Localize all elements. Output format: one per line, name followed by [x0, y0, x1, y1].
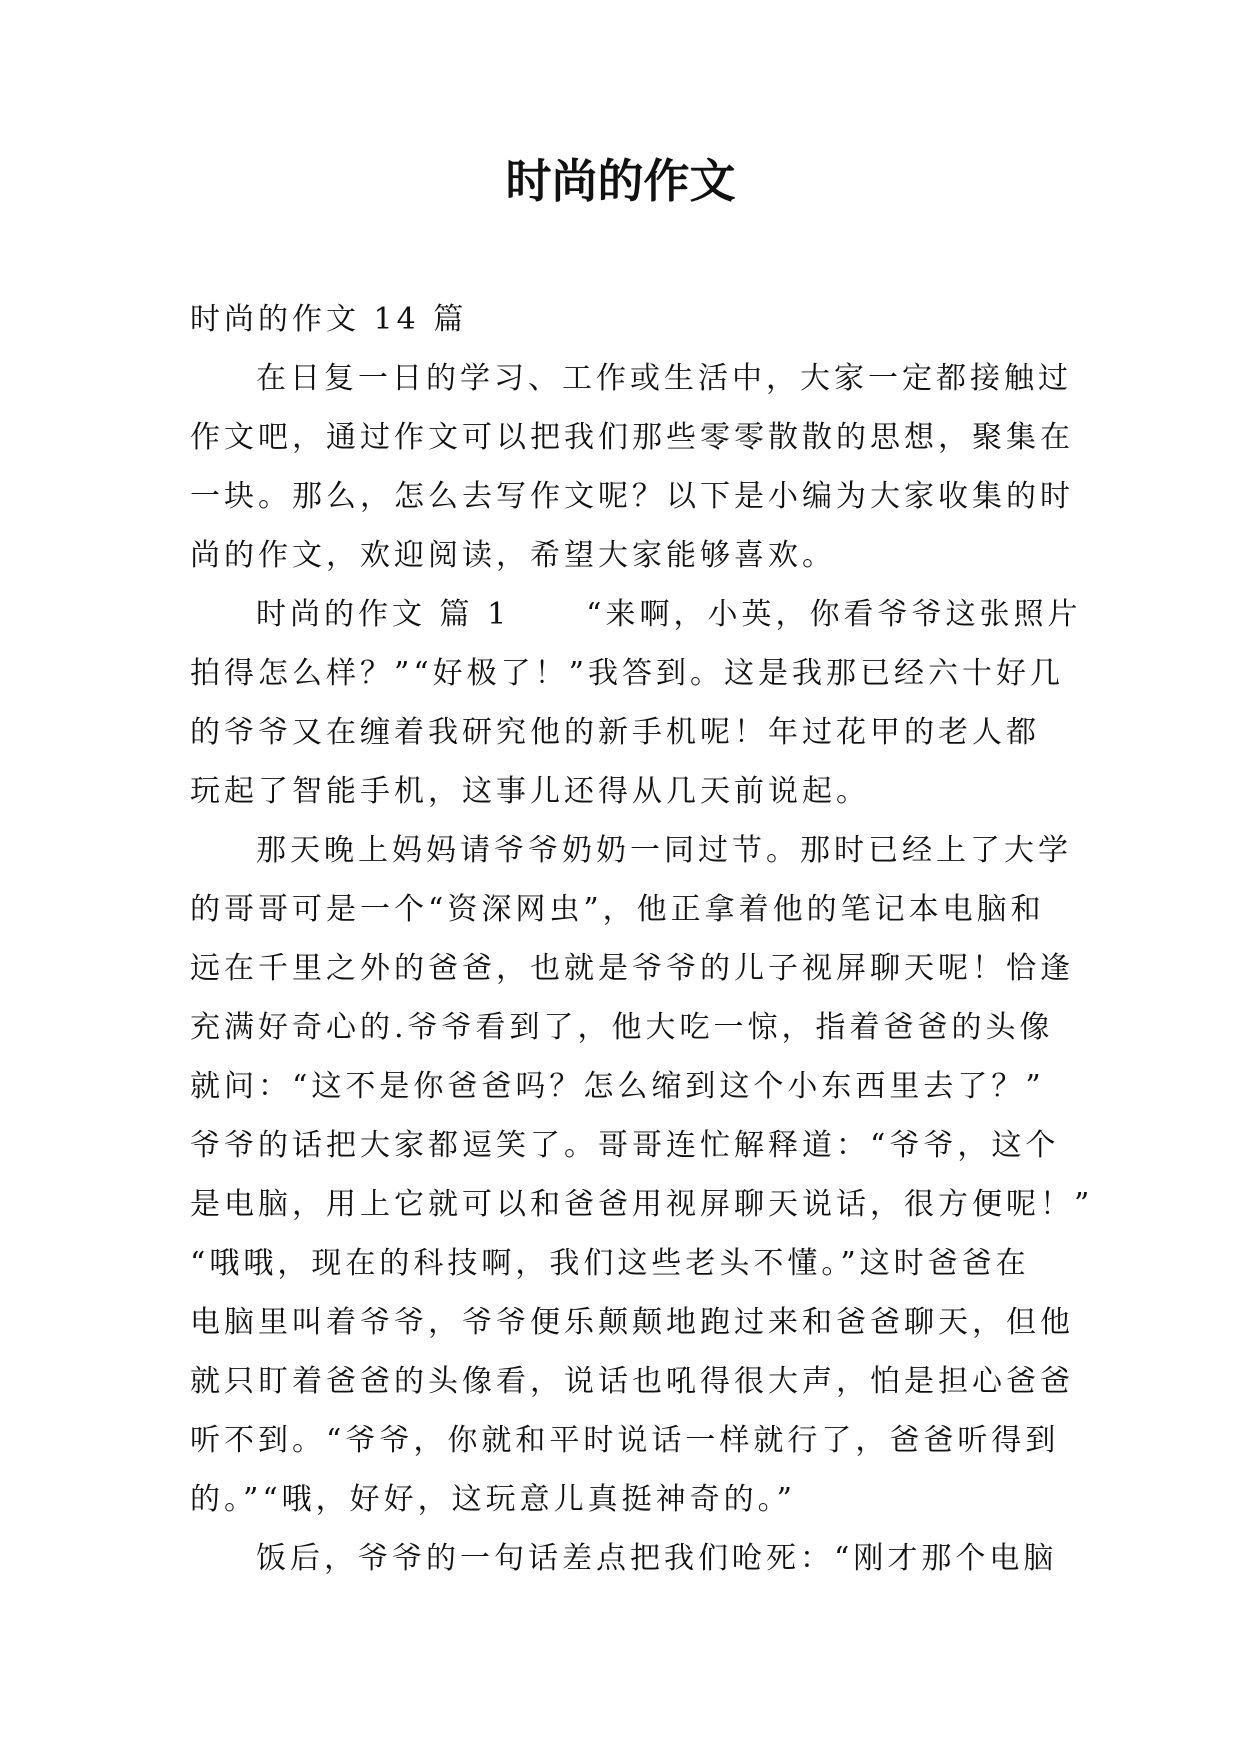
text-line: 玩起了智能手机，这事儿还得从几天前说起。 [190, 774, 870, 809]
text-line: 那天晚上妈妈请爷爷奶奶一同过节。那时已经上了大学 [256, 833, 1072, 868]
text-line: 就问：“这不是你爸爸吗？怎么缩到这个小东西里去了？” [190, 1069, 1045, 1104]
text-line: 远在千里之外的爸爸，也就是爷爷的儿子视屏聊天呢！恰逢 [190, 951, 1074, 986]
text-line: 就只盯着爸爸的头像看，说话也吼得很大声，怕是担心爸爸 [190, 1364, 1074, 1399]
text-line: 的哥哥可是一个“资深网虫”，他正拿着他的笔记本电脑和 [190, 892, 1045, 927]
text-line: 的。”“哦，好好，这玩意儿真挺神奇的。” [190, 1482, 797, 1517]
text-line: 是电脑，用上它就可以和爸爸用视屏聊天说话，很方便呢！” [190, 1187, 1094, 1222]
text-line-start: “来啊，小英，你看爷爷这张照片 [586, 597, 1082, 632]
text-line: 作文吧，通过作文可以把我们那些零零散散的思想，聚集在 [190, 420, 1074, 455]
text-line: “哦哦，现在的科技啊，我们这些老头不懂。”这时爸爸在 [190, 1246, 1030, 1281]
text-line: 听不到。“爷爷，你就和平时说话一样就行了，爸爸听得到 [190, 1423, 1060, 1458]
text-line: 在日复一日的学习、工作或生活中，大家一定都接触过 [256, 361, 1072, 396]
text-line: 充满好奇心的.爷爷看到了，他大吃一惊，指着爸爸的头像 [190, 1010, 1054, 1045]
text-line: 一块。那么，怎么去写作文呢？以下是小编为大家收集的时 [190, 479, 1074, 514]
document-body [190, 290, 1094, 1588]
text-line: 拍得怎么样？”“好极了！”我答到。这是我那已经六十好几 [190, 656, 1065, 691]
document-title: 时尚的作文 [505, 154, 736, 208]
subtitle-line: 时尚的作文 14 篇 [190, 302, 468, 337]
section-heading-line [190, 585, 1082, 644]
text-line: 饭后，爷爷的一句话差点把我们呛死：“刚才那个电脑 [256, 1541, 1058, 1576]
text-line: 爷爷的话把大家都逗笑了。哥哥连忙解释道：“爷爷，这个 [190, 1128, 1060, 1163]
section-heading: 时尚的作文 篇 1 [256, 597, 511, 632]
text-line: 电脑里叫着爷爷，爷爷便乐颠颠地跑过来和爸爸聊天，但他 [190, 1305, 1074, 1340]
text-line: 的爷爷又在缠着我研究他的新手机呢！年过花甲的老人都 [190, 715, 1040, 750]
text-line: 尚的作文，欢迎阅读，希望大家能够喜欢。 [190, 538, 836, 573]
